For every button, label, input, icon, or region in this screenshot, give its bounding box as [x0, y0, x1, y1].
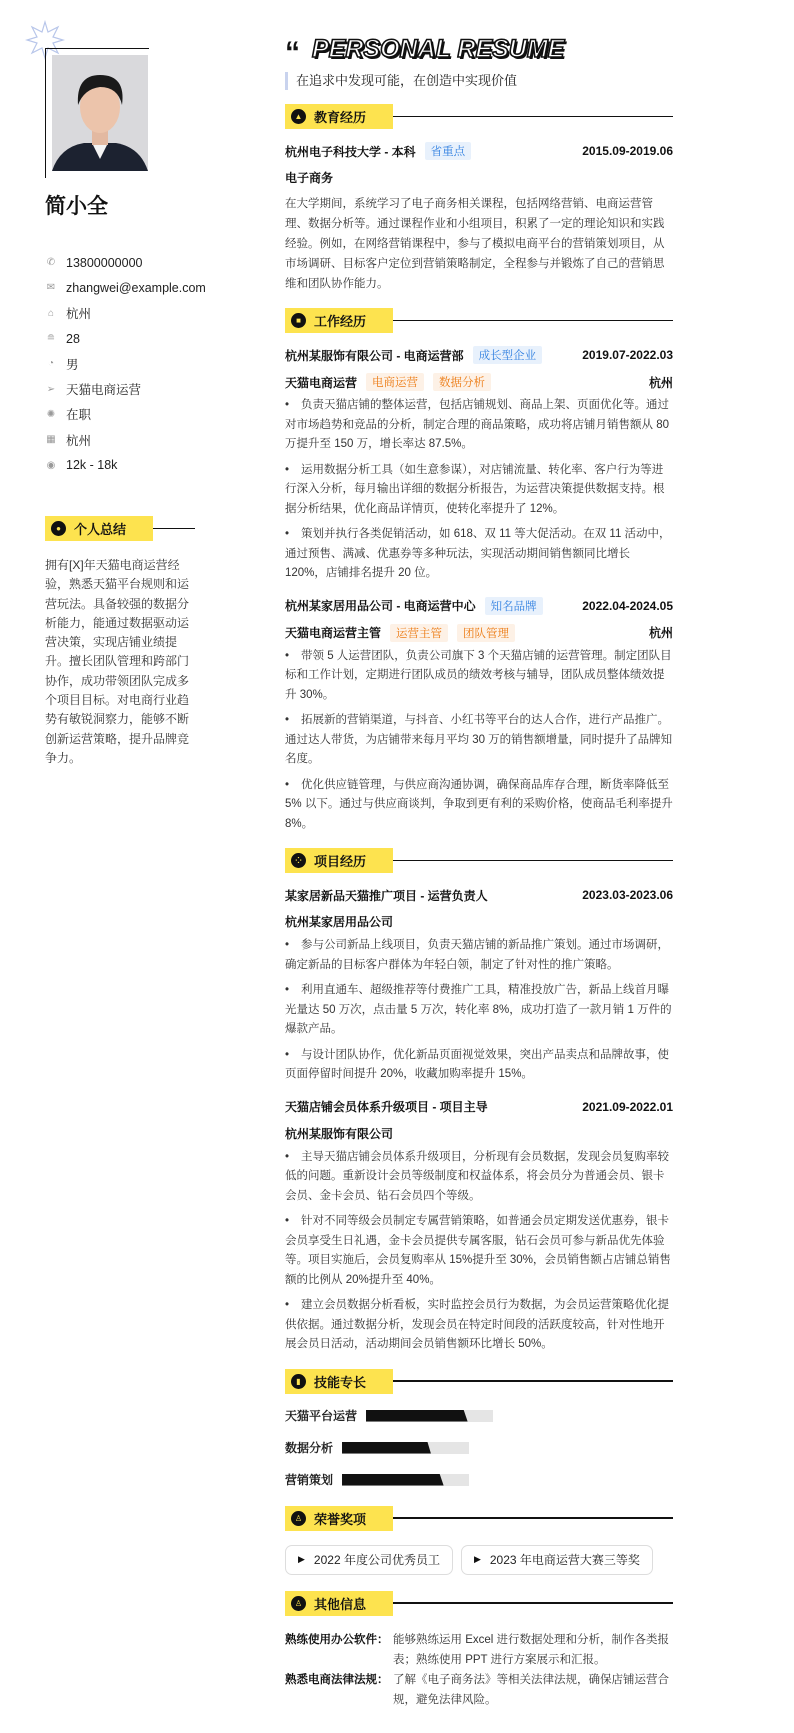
role-row [285, 372, 673, 392]
other-value: 能够熟练运用 Excel 进行数据处理和分析，制作各类报表；熟练使用 PPT 进行方案展示和汇报。 [393, 1633, 670, 1666]
divider [393, 1380, 673, 1382]
quote-icon: “ [285, 36, 300, 69]
project-name: 天猫店铺会员体系升级项目 - 项目主导 [285, 1100, 488, 1114]
company-name: 杭州某服饰有限公司 - 电商运营部 [285, 348, 464, 363]
role: 天猫电商运营 [285, 375, 358, 390]
section-header [285, 848, 673, 873]
contact-value: 在职 [66, 408, 92, 423]
bullet-item: • 拓展新的营销渠道，与抖音、小红书等平台的达人合作，进行产品推广。通过达人带货，为店铺带来每月平均 30 万的销售额增量，同时提升了品牌知名度。 [285, 711, 673, 770]
contact-status [45, 402, 206, 427]
other-value: 了解《电子商务法》等相关法律法规，确保店铺运营合规，避免法律风险。 [393, 1673, 669, 1706]
skills-section [285, 1369, 673, 1504]
contact-value: 杭州 [66, 307, 92, 322]
summary-section-header [45, 516, 195, 541]
contact-value: zhangwei@example.com [66, 280, 206, 295]
section-header [285, 1591, 673, 1616]
bullet-item: • 运用数据分析工具（如生意参谋），对店铺流量、转化率、客户行为等进行深入分析，每月输出详细的数据分析报告，为运营决策提供数据支持。根据分析结果，优化商品详情页，使转化率提升了 12%。 [285, 461, 673, 520]
award-item[interactable] [285, 1545, 453, 1575]
major: 电子商务 [285, 171, 334, 185]
contact-position [45, 376, 206, 401]
work-item [285, 345, 673, 584]
phone-icon: ✆ [46, 257, 56, 269]
main-content [285, 30, 673, 1710]
mail-icon: ✉ [46, 282, 56, 294]
project-company: 杭州某服饰有限公司 [285, 1126, 394, 1141]
award-label: 2022 年度公司优秀员工 [313, 1553, 440, 1567]
award-icon: ♙ [291, 1511, 306, 1526]
skill-bar [366, 1410, 493, 1422]
skill-list [285, 1408, 673, 1504]
skill-item [285, 1472, 469, 1488]
divider [153, 528, 195, 530]
skill-bar-fill [342, 1442, 431, 1454]
bullet-item: • 优化供应链管理，与供应商沟通协调，确保商品库存合理，断货率降低至 5% 以下。通过与供应商谈判，争取到更有利的采购价格，使商品毛利率提升 8%。 [285, 776, 673, 835]
project-company: 杭州某家居用品公司 [285, 915, 394, 929]
chart-icon: ▮ [291, 1374, 306, 1389]
info-icon: ♙ [291, 1596, 306, 1611]
section-title: 教育经历 [314, 110, 367, 125]
skill-bar-fill [366, 1410, 468, 1422]
award-item[interactable] [461, 1545, 653, 1575]
candidate-name: 简小全 [45, 195, 108, 218]
contact-salary [45, 452, 206, 477]
project-header [285, 885, 673, 905]
contact-value: 杭州 [66, 433, 92, 448]
section-header [285, 1506, 673, 1531]
contact-value: 28 [66, 331, 80, 346]
project-date: 2023.03-2023.06 [582, 888, 673, 902]
resume-title [285, 30, 673, 68]
work-item [285, 596, 673, 835]
projects-section [285, 848, 673, 1355]
company-name: 杭州某家居用品公司 - 电商运营中心 [285, 599, 476, 613]
bullet-item: • 建立会员数据分析看板，实时监控会员行为数据，为会员运营策略优化提供依据。通过数据分析，发现会员在特定时间段的活跃度较高，针对性地开展会员日活动，活动期间会员销售额环比增长 50%。 [285, 1296, 673, 1355]
education-date: 2015.09-2019.06 [582, 144, 673, 158]
work-section [285, 308, 673, 834]
other-key: 熟练使用办公软件： [285, 1633, 389, 1646]
role-row [285, 623, 673, 643]
graduation-cap-icon: ▲ [291, 109, 306, 124]
section-title: 其他信息 [314, 1596, 367, 1612]
divider [393, 1602, 673, 1604]
skill-name: 营销策划 [285, 1473, 334, 1487]
skill-tag: 电商运营 [366, 373, 424, 391]
project-date: 2021.09-2022.01 [582, 1099, 673, 1114]
section-title: 技能专长 [314, 1374, 367, 1390]
education-section [285, 104, 673, 294]
skill-name: 数据分析 [285, 1441, 334, 1455]
divider [393, 860, 673, 862]
bullet-item: • 参与公司新品上线项目，负责天猫店铺的新品推广策划。通过市场调研，确定新品的目标客户群体为年轻白领，制定了针对性的推广策略。 [285, 936, 673, 975]
other-list [285, 1630, 673, 1710]
work-date: 2022.04-2024.05 [582, 598, 673, 613]
contact-gender [45, 351, 206, 376]
bullet-item: • 利用直通车、超级推荐等付费推广工具，精准投放广告，新品上线首月曝光量达 50 万次，点击量 5 万次，转化率 8%，成功打造了一款月销 1 万件的爆款产品。 [285, 981, 673, 1040]
role: 天猫电商运营主管 [285, 626, 382, 640]
bullet-item: • 主导天猫店铺会员体系升级项目，分析现有会员数据，发现会员复购率较低的问题。重新设计会员等级制度和权益体系，将会员分为普通会员、银卡会员、金卡会员、钻石会员四个等级。 [285, 1148, 673, 1207]
bullet-item: • 与设计团队协作，优化新品页面视觉效果，突出产品卖点和品牌故事，使页面停留时间提升 20%，收藏加购率提升 15%。 [285, 1046, 673, 1085]
work-city: 杭州 [648, 375, 673, 390]
skill-tag: 运营主管 [390, 624, 448, 642]
education-row [285, 141, 673, 161]
salary-icon: ◉ [46, 459, 56, 471]
other-item [285, 1630, 673, 1670]
skill-name: 天猫平台运营 [285, 1409, 358, 1423]
bullet-item: • 针对不同等级会员制定专属营销策略，如普通会员定期发送优惠券，银卡会员享受生日礼遇，金卡会员提供专属客服，钻石会员可参与新品优先体验等。项目实施后，会员复购率从 15%提升至 30%，会员销售额占店铺总销售额的比例从 20%提升至 40%。 [285, 1212, 673, 1290]
award-list [285, 1545, 673, 1575]
work-header [285, 345, 673, 365]
work-date: 2019.07-2022.03 [582, 348, 673, 362]
other-section [285, 1591, 673, 1710]
divider [393, 320, 673, 322]
bullet-item: • 带领 5 人运营团队，负责公司旗下 3 个天猫店铺的运营管理。制定团队目标和工作计划，定期进行团队成员的绩效考核与辅导，团队成员整体绩效提升 30%。 [285, 647, 673, 706]
status-icon: ✺ [46, 408, 56, 420]
bullet-item: • 负责天猫店铺的整体运营，包括店铺规划、商品上架、页面优化等。通过对市场趋势和竞品的分析，制定合理的商品策略，成功将店铺月销售额从 80 万提升至 150 万，增长率达 87.5%。 [285, 396, 673, 455]
contact-phone [45, 250, 206, 275]
awards-section [285, 1506, 673, 1575]
bullet-list [285, 396, 673, 584]
education-description: 在大学期间，系统学习了电子商务相关课程，包括网络营销、电商运营管理、数据分析等。通过课程作业和小组项目，积累了一定的理论知识和实践经验。例如，在网络营销课程中，参与了模拟电商平台的营销策划项目，从市场调研、目标客户定位到营销策略制定，全程参与并锻炼了自己的营销思维和团队协作能力。 [285, 198, 665, 290]
other-item [285, 1670, 673, 1710]
section-header [285, 104, 673, 129]
skill-bar [342, 1474, 469, 1486]
skill-bar-fill [342, 1474, 444, 1486]
building-icon: ▦ [46, 434, 56, 446]
section-title: 工作经历 [314, 314, 367, 329]
divider [393, 116, 673, 118]
play-icon: ▶ [473, 1554, 481, 1564]
summary-text: 拥有[X]年天猫电商运营经验，熟悉天猫平台规则和运营玩法。具备较强的数据分析能力，能通过数据驱动运营决策，实现店铺业绩提升。擅长团队管理和跨部门协作，成功带领团队完成多个项目目标。对电商行业趋势有敏锐洞察力，能够不断创新运营策略，提升品牌竞争力。 [45, 558, 190, 765]
briefcase-icon: ■ [291, 313, 306, 328]
section-header [285, 308, 673, 333]
project-name: 某家居新品天猫推广项目 - 运营负责人 [285, 888, 488, 903]
section-title: 项目经历 [314, 854, 367, 869]
school-tag: 省重点 [425, 142, 472, 160]
award-label: 2023 年电商运营大赛三等奖 [489, 1553, 640, 1567]
company-tag: 知名品牌 [485, 597, 543, 615]
contact-value: 12k - 18k [66, 458, 118, 473]
title-text: PERSONAL RESUME [312, 34, 565, 63]
cake-icon: ≘ [46, 333, 56, 345]
skill-bar [342, 1442, 469, 1454]
other-key: 熟悉电商法律法规： [285, 1673, 389, 1686]
project-header [285, 1097, 673, 1117]
contact-list [45, 250, 206, 478]
work-header [285, 596, 673, 616]
school-name: 杭州电子科技大学 - 本科 [285, 144, 416, 159]
contact-city [45, 427, 206, 452]
contact-hometown [45, 301, 206, 326]
gender-icon: ◔ [47, 358, 55, 370]
avatar [52, 55, 148, 171]
bullet-list [285, 936, 673, 1085]
section-title: 个人总结 [74, 522, 127, 537]
project-item [285, 885, 673, 1085]
bullet-list [285, 647, 673, 835]
home-icon: ⌂ [47, 307, 55, 319]
bullet-item: • 策划并执行各类促销活动，如 618、双 11 等大促活动。在双 11 活动中，通过预售、满减、优惠券等多种玩法，实现活动期间销售额同比增长 120%，店铺排名提升 20 位。 [285, 525, 673, 584]
bullet-list [285, 1148, 673, 1355]
user-icon: ● [51, 521, 66, 536]
section-header [285, 1369, 673, 1394]
section-title: 荣誉奖项 [314, 1511, 367, 1527]
company-tag: 成长型企业 [473, 346, 543, 364]
contact-value: 天猫电商运营 [66, 383, 142, 398]
send-icon: ➢ [46, 383, 56, 395]
skill-tag: 数据分析 [433, 373, 491, 391]
play-icon: ▶ [298, 1554, 305, 1564]
contact-age [45, 326, 206, 351]
grid-icon: ⁘ [291, 853, 306, 868]
project-item [285, 1097, 673, 1355]
motto: 在追求中发现可能，在创造中实现价值 [285, 72, 673, 90]
contact-value: 13800000000 [66, 255, 143, 270]
contact-value: 男 [66, 357, 79, 372]
skill-item [285, 1408, 493, 1424]
work-city: 杭州 [648, 626, 673, 640]
divider [393, 1517, 673, 1519]
skill-tag: 团队管理 [457, 624, 515, 642]
skill-item [285, 1440, 469, 1456]
contact-email [45, 275, 206, 300]
